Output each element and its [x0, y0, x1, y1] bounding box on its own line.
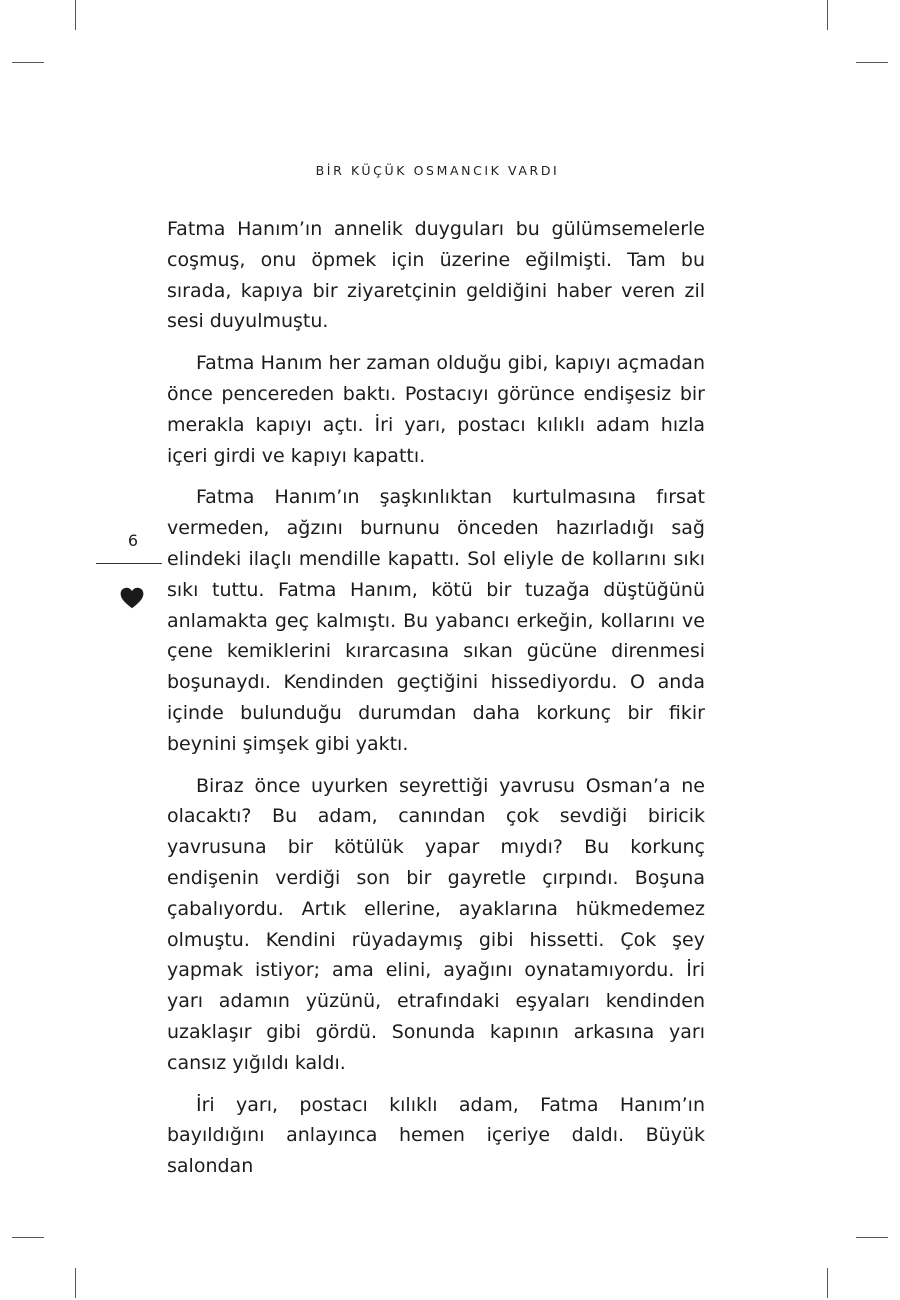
crop-mark-bottom-right: [827, 1268, 828, 1298]
crop-mark-right-top: [856, 62, 888, 63]
paragraph: Fatma Hanım her zaman olduğu gibi, kapıyı açmadan önce pencereden baktı. Postacıyı görünce endişesiz bir merakla kapıyı açtı. İri yarı, postacı kılıklı adam hızla içeri girdi ve kapıyı kapattı.: [167, 352, 705, 467]
crop-mark-bottom-left: [75, 1268, 76, 1298]
crop-mark-right-bottom: [856, 1237, 888, 1238]
paragraph: İri yarı, postacı kılıklı adam, Fatma Hanım’ın bayıldığını anlayınca hemen içeriye daldı. Büyük salondan: [167, 1093, 705, 1178]
heart-icon: [119, 585, 145, 611]
crop-mark-left-bottom: [12, 1237, 44, 1238]
crop-mark-top-right: [827, 0, 828, 30]
crop-mark-top-left: [75, 0, 76, 30]
running-head: BİR KÜÇÜK OSMANCIK VARDI: [315, 163, 560, 178]
paragraph: Biraz önce uyurken seyrettiği yavrusu Osman’a ne olacaktı? Bu adam, canından çok sevdiği biricik yavrusuna bir kötülük yapar mıydı? Bu korkunç endişenin verdiği son bir gayretle çırpındı. Boşuna çabalıyordu. Artık ellerine, ayaklarına hükmedemez olmuştu. Kendini rüyadaymış gibi hissetti. Çok şey yapmak istiyor; ama elini, ayağını oynatamıyordu. İri yarı adamın yüzünü, etrafındaki eşyaları kendinden uzaklaşır gibi gördü. Sonunda kapının arkasına yarı cansız yığıldı kaldı.: [167, 774, 705, 1074]
crop-mark-left-top: [12, 62, 44, 63]
page-number: 6: [127, 531, 139, 550]
body-text: [167, 214, 705, 1193]
page-number-rule: [96, 563, 162, 564]
paragraph: Fatma Hanım’ın annelik duyguları bu gülümsemelerle coşmuş, onu öpmek için üzerine eğilmişti. Tam bu sırada, kapıya bir ziyaretçinin geldiğini haber veren zil sesi duyulmuştu.: [167, 218, 705, 333]
paragraph: Fatma Hanım’ın şaşkınlıktan kurtulmasına fırsat vermeden, ağzını burnunu önceden hazırladığı sağ elindeki ilaçlı mendille kapattı. Sol eliyle de kollarını sıkı sıkı tuttu. Fatma Hanım, kötü bir tuzağa düştüğünü anlamakta geç kalmıştı. Bu yabancı erkeğin, kollarını ve çene kemiklerini kırarcasına sıkan gücüne direnmesi boşunaydı. Kendinden geçtiğini hissediyordu. O anda içinde bulunduğu durumdan daha korkunç bir fikir beynini şimşek gibi yaktı.: [167, 486, 705, 755]
